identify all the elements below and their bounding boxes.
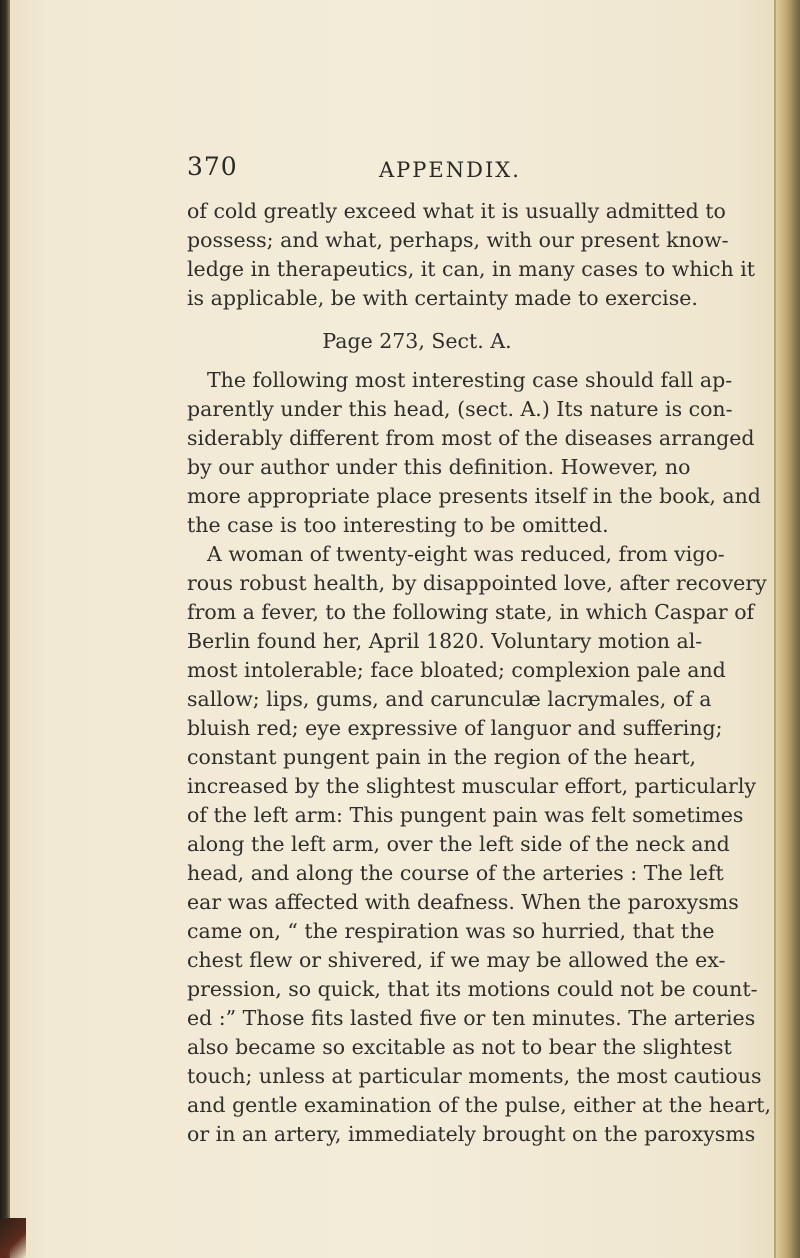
text-line: the case is too interesting to be omitted. — [187, 513, 609, 537]
text-line: ledge in therapeutics, it can, in many cases to which it — [187, 257, 756, 281]
text-line: most intolerable; face bloated; complexion pale and — [187, 658, 726, 682]
text-line: constant pungent pain in the region of the heart, — [187, 745, 697, 769]
text-line: sallow; lips, gums, and carunculæ lacrymales, of a — [187, 687, 712, 711]
section-heading: Page 273, Sect. A. — [322, 329, 512, 353]
text-line: is applicable, be with certainty made to exercise. — [187, 286, 698, 310]
text-line: parently under this head, (sect. A.) Its nature is con- — [187, 397, 733, 421]
page-header — [187, 152, 647, 192]
text-line: came on, “ the respiration was so hurried, that the — [187, 919, 715, 943]
text-line: siderably different from most of the diseases arranged — [187, 426, 755, 450]
body-text — [187, 197, 772, 1149]
text-line: or in an artery, immediately brought on the paroxysms — [187, 1122, 756, 1146]
page-number: 370 — [187, 152, 238, 181]
text-line: bluish red; eye expressive of languor and suffering; — [187, 716, 723, 740]
text-line: ed :” Those fits lasted five or ten minutes. The arteries — [187, 1006, 756, 1030]
text-line: of the left arm: This pungent pain was felt sometimes — [187, 803, 744, 827]
paragraph-3 — [187, 540, 772, 1149]
text-line: more appropriate place presents itself in the book, and — [187, 484, 761, 508]
book-fore-edge — [776, 0, 800, 1258]
text-line: A woman of twenty-eight was reduced, from vigo- — [207, 542, 725, 566]
text-line: chest flew or shivered, if we may be allowed the ex- — [187, 948, 726, 972]
text-line: touch; unless at particular moments, the most cautious — [187, 1064, 762, 1088]
text-line: of cold greatly exceed what it is usually admitted to — [187, 199, 726, 223]
text-line: and gentle examination of the pulse, either at the heart, — [187, 1093, 772, 1117]
text-line: from a fever, to the following state, in which Caspar of — [187, 600, 755, 624]
text-line: Berlin found her, April 1820. Voluntary motion al- — [187, 629, 703, 653]
text-line: rous robust health, by disappointed love, after recovery — [187, 571, 767, 595]
binding-corner — [0, 1218, 26, 1258]
text-line: ear was affected with deafness. When the paroxysms — [187, 890, 739, 914]
running-head: APPENDIX. — [379, 158, 521, 182]
text-line: also became so excitable as not to bear the slightest — [187, 1035, 732, 1059]
text-line: increased by the slightest muscular effort, particularly — [187, 774, 756, 798]
text-line: pression, so quick, that its motions could not be count- — [187, 977, 758, 1001]
text-line: by our author under this definition. However, no — [187, 455, 691, 479]
text-line: head, and along the course of the arteries : The left — [187, 861, 724, 885]
text-line: possess; and what, perhaps, with our present know- — [187, 228, 729, 252]
book-spine-shadow — [0, 0, 10, 1258]
paragraph-2 — [187, 366, 761, 540]
paragraph-1 — [187, 197, 756, 313]
text-line: along the left arm, over the left side of the neck and — [187, 832, 730, 856]
text-line: The following most interesting case should fall ap- — [207, 368, 733, 392]
